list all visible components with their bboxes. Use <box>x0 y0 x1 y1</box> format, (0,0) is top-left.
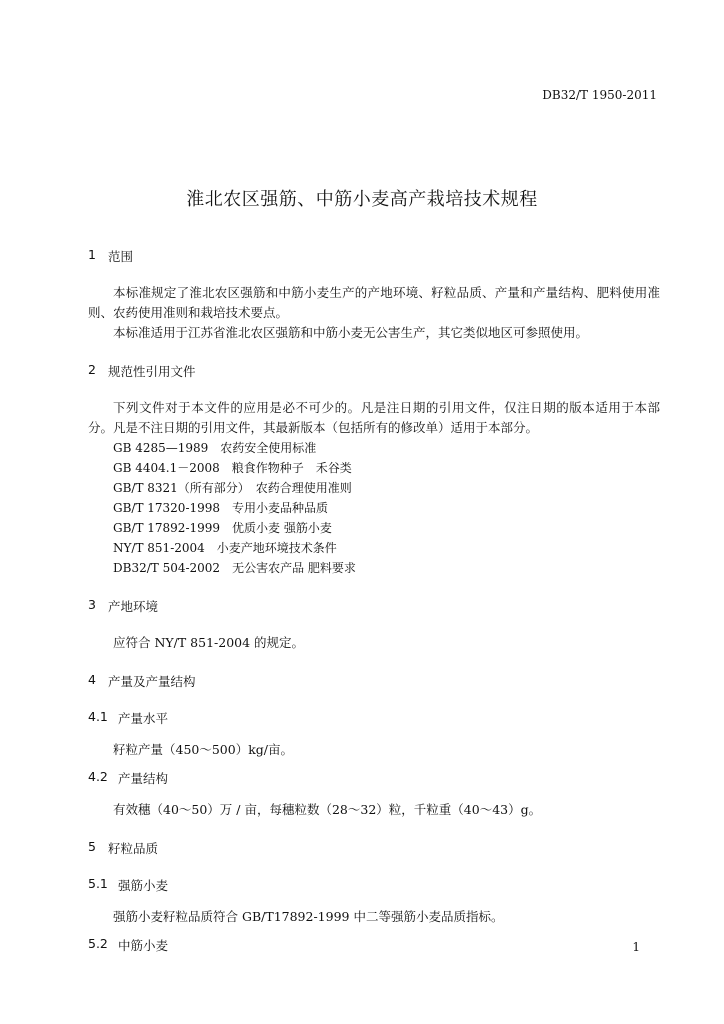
section-heading <box>88 362 660 380</box>
paragraph: 本标准适用于江苏省淮北农区强筋和中筋小麦无公害生产，其它类似地区可参照使用。 <box>113 325 589 340</box>
section-title: 范围 <box>108 249 134 264</box>
reference-item: GB 4285—1989 农药安全使用标准 <box>113 441 317 455</box>
reference-item: GB/T 17892-1999 优质小麦 强筋小麦 <box>113 521 332 535</box>
document-code: DB32/T 1950-2011 <box>542 88 657 102</box>
section-number: 3 <box>88 597 96 612</box>
section-heading <box>88 839 660 857</box>
subsection-heading <box>88 769 660 787</box>
paragraph: 有效穗（40～50）万 / 亩，每穗粒数（28～32）粒，千粒重（40～43）g。 <box>113 802 542 817</box>
section-number: 1 <box>88 247 96 262</box>
section-number: 4.1 <box>88 709 108 724</box>
paragraph: 本标准规定了淮北农区强筋和中筋小麦生产的产地环境、籽粒品质、产量和产量结构、肥料使用准则、农药使用准则和栽培技术要点。 <box>88 285 660 320</box>
section-number: 5.1 <box>88 876 108 891</box>
section-heading <box>88 247 660 265</box>
subsection-heading <box>88 876 660 894</box>
section-number: 2 <box>88 362 96 377</box>
section-title: 规范性引用文件 <box>108 364 196 379</box>
paragraph: 应符合 NY/T 851-2004 的规定。 <box>113 635 305 650</box>
section-title: 产地环境 <box>108 599 159 614</box>
section-title: 产量水平 <box>118 711 169 726</box>
section-number: 4.2 <box>88 769 108 784</box>
reference-item: NY/T 851-2004 小麦产地环境技术条件 <box>113 541 337 555</box>
reference-item: DB32/T 504-2002 无公害农产品 肥料要求 <box>113 561 356 575</box>
section-heading <box>88 597 660 615</box>
section-title: 产量及产量结构 <box>108 674 196 689</box>
section-title: 籽粒品质 <box>108 841 159 856</box>
reference-item: GB/T 8321（所有部分） 农药合理使用准则 <box>113 481 352 495</box>
section-title: 产量结构 <box>118 771 169 786</box>
section-title: 强筋小麦 <box>118 878 169 893</box>
paragraph: 籽粒产量（450～500）kg/亩。 <box>113 742 294 757</box>
subsection-heading <box>88 709 660 727</box>
section-title: 中筋小麦 <box>118 938 169 953</box>
paragraph: 下列文件对于本文件的应用是必不可少的。凡是注日期的引用文件，仅注日期的版本适用于本部分。凡是不注日期的引用文件，其最新版本（包括所有的修改单）适用于本部分。 <box>88 400 660 435</box>
document-title: 淮北农区强筋、中筋小麦高产栽培技术规程 <box>186 189 538 210</box>
reference-item: GB 4404.1－2008 粮食作物种子 禾谷类 <box>113 461 352 475</box>
page-number: 1 <box>632 940 640 954</box>
section-number: 5.2 <box>88 936 108 951</box>
section-number: 4 <box>88 672 96 687</box>
paragraph: 强筋小麦籽粒品质符合 GB/T17892-1999 中二等强筋小麦品质指标。 <box>113 909 504 924</box>
section-heading <box>88 672 660 690</box>
document-body <box>88 247 660 954</box>
reference-item: GB/T 17320-1998 专用小麦品种品质 <box>113 501 329 515</box>
section-number: 5 <box>88 839 96 854</box>
subsection-heading <box>88 936 660 954</box>
